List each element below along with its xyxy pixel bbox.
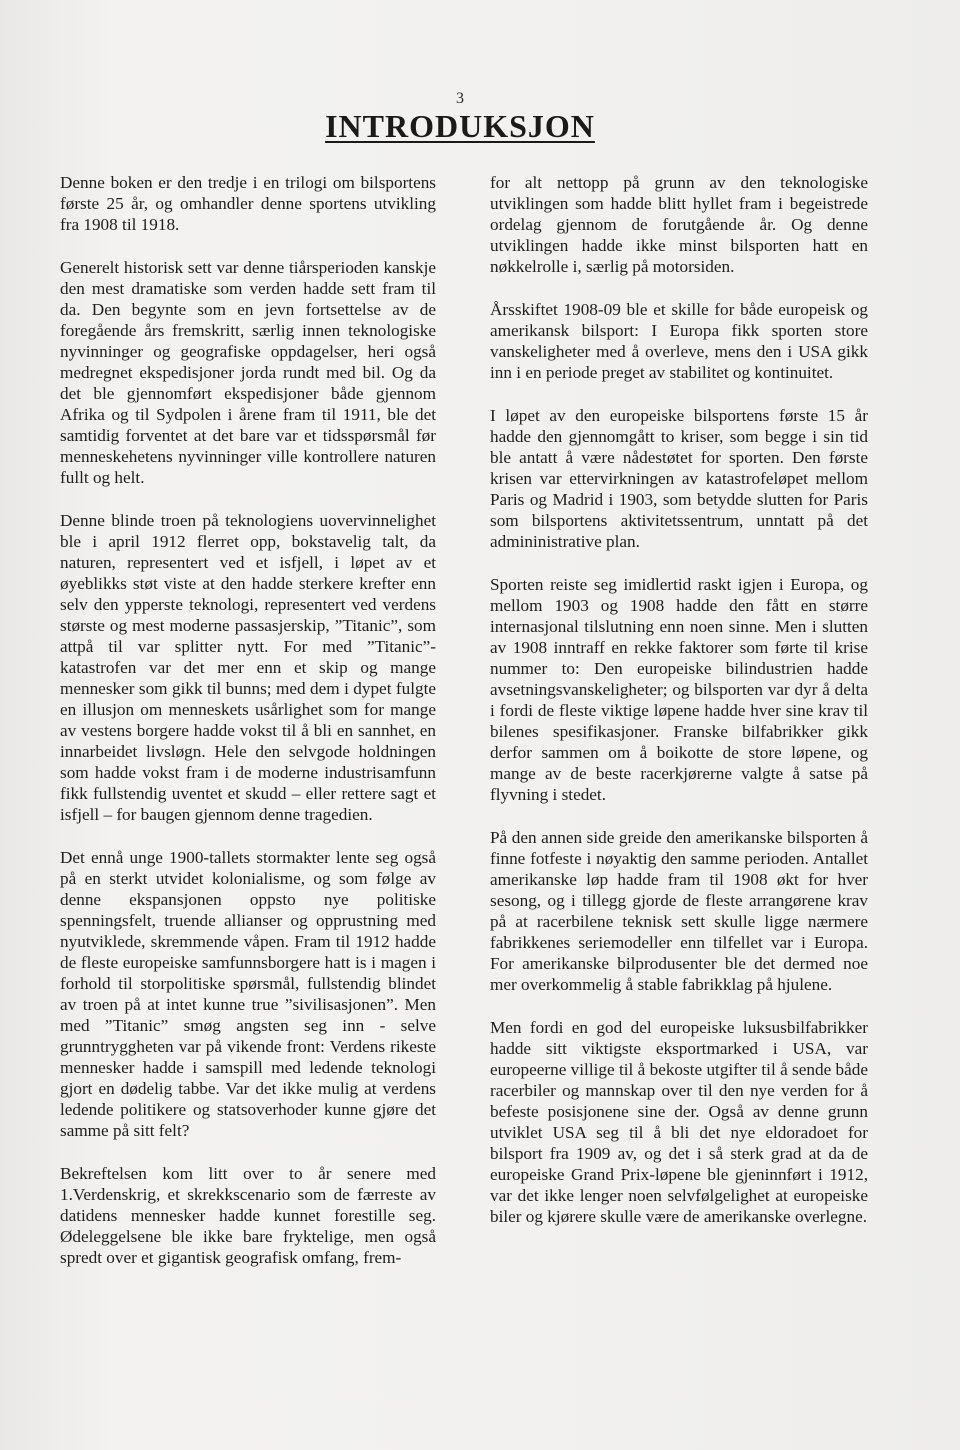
paragraph: I løpet av den europeiske bilsportens første 15 år hadde den gjennomgått to kriser, som begge i sin tid ble antatt å være nådestøtet for sporten. Den første krisen var ettervirkningen av katastrofeløpet mellom Paris og Madrid i 1903, som betydde slutten for Paris som bilsportens aktivitetssentrum, unntatt på det admininistrative plan. — [490, 406, 868, 551]
left-column — [60, 172, 436, 1290]
page-number: 3 — [456, 90, 464, 107]
paragraph: Generelt historisk sett var denne tiårsperioden kanskje den mest dramatiske som verden hadde sett fram til da. Den begynte som en jevn fortsettelse av de foregående års fremskritt, særlig innen teknologiske nyvinninger og geografiske oppdagelser, heri også medregnet ekspedisjoner jorda rundt med bil. Og da det ble gjennomført ekspedisjoner både gjennom Afrika og til Sydpolen i årene fram til 1911, ble det samtidig forventet at det bare var et tidsspørsmål før menneskehetens nyvinninger ville kontrollere naturen fullt og helt. — [60, 258, 436, 487]
paragraph: for alt nettopp på grunn av den teknologiske utviklingen som hadde blitt hyllet fram i begeistrede ordelag gjennom de forutgående år. Og denne utviklingen hadde ikke minst bilsporten hatt en nøkkelrolle i, særlig på motorsiden. — [490, 173, 868, 276]
paragraph: Sporten reiste seg imidlertid raskt igjen i Europa, og mellom 1903 og 1908 hadde den fått en større internasjonal tilslutning enn noen sinne. Men i slutten av 1908 inntraff en rekke faktorer som førte til krise nummer to: Den europeiske bilindustrien hadde avsetningsvanskeligheter; og bilsporten var dyr å delta i fordi de fleste viktige løpene hadde hver sine krav til bilenes spesifikasjoner. Franske bilfabrikker gikk derfor sammen om å boikotte de store løpene, og mange av de beste racerkjørerne valgte å satse på flyvning i stedet. — [490, 575, 868, 804]
paragraph: Denne blinde troen på teknologiens uovervinnelighet ble i april 1912 flerret opp, bokstavelig talt, da naturen, representert ved et isfjell, i løpet av et øyeblikks støt viste at den hadde sterkere krefter enn selv den ypperste teknologi, representert ved verdens største og mest moderne passasjerskip, ”Titanic”, som attpå til var splitter nytt. For med ”Titanic”-katastrofen var det mer enn et skip og mange mennesker som gikk til bunns; med dem i dypet fulgte en illusjon om menneskets usårlighet som for mange av vestens borgere hadde vokst til å bli en sannhet, en innarbeidet livsløgn. Hele den selvgode holdningen som hadde vokst fram i de moderne industrisamfunn fikk fullstendig uventet et skudd – eller rettere sagt et isfjell – for baugen gjennom denne tragedien. — [60, 511, 436, 824]
paragraph: Men fordi en god del europeiske luksusbilfabrikker hadde sitt viktigste eksportmarked i USA, var europeerne villige til å bekoste utgifter til å sende både racerbiler og mannskap over til den nye verden for å befeste posisjonene sine der. Også av denne grunn utviklet USA seg til å bli det nye eldoradoet for bilsport fra 1909 av, og det i så sterk grad at da de europeiske Grand Prix-løpene ble gjeninnført i 1912, var det ikke lenger noen selvfølgelighet at europeiske biler og kjørere skulle være de amerikanske overlegne. — [490, 1018, 868, 1226]
paragraph: Denne boken er den tredje i en trilogi om bilsportens første 25 år, og omhandler denne sportens utvikling fra 1908 til 1918. — [60, 173, 436, 234]
paragraph: Det ennå unge 1900-tallets stormakter lente seg også på en sterkt utvidet kolonialisme, og som følge av denne ekspansjonen oppsto nye politiske spenningsfelt, truende allianser og opprustning med nyutviklede, skremmende våpen. Fram til 1912 hadde de fleste europeiske samfunnsborgere hatt is i magen i forhold til storpolitiske spørsmål, fullstendig blindet av troen på at intet kunne true ”sivilisasjonen”. Men med ”Titanic” smøg angsten seg inn - selve grunntryggheten var på vikende front: Verdens rikeste mennesker hadde i samspill med ledende teknologi gjort en dødelig tabbe. Var det ikke mulig at verdens ledende politikere og statsoverhoder kunne gjøre det samme på sitt felt? — [60, 848, 436, 1140]
right-column — [490, 172, 868, 1249]
paragraph: På den annen side greide den amerikanske bilsporten å finne fotfeste i nøyaktig den samme perioden. Antallet amerikanske løp hadde fram til 1908 økt for hver sesong, og i tillegg gjorde de fleste arrangørene krav på at racerbilene teknisk sett skulle ligge nærmere fabrikkenes seriemodeller enn tilfellet var i Europa. For amerikanske bilprodusenter ble det dermed noe mer overkommelig å stable fabrikklag på hjulene. — [490, 828, 868, 994]
paragraph: Årsskiftet 1908-09 ble et skille for både europeisk og amerikansk bilsport: I Europa fikk sporten store vanskeligheter med å overleve, mens den i USA gikk inn i en periode preget av stabilitet og kontinuitet. — [490, 300, 868, 382]
paragraph: Bekreftelsen kom litt over to år senere med 1.Verdenskrig, et skrekkscenario som de færreste av datidens mennesker hadde kunnet forestille seg. Ødeleggelsene ble ikke bare fryktelige, men også spredt over et gigantisk geografisk omfang, frem- — [60, 1164, 436, 1267]
chapter-title: INTRODUKSJON — [325, 108, 595, 144]
